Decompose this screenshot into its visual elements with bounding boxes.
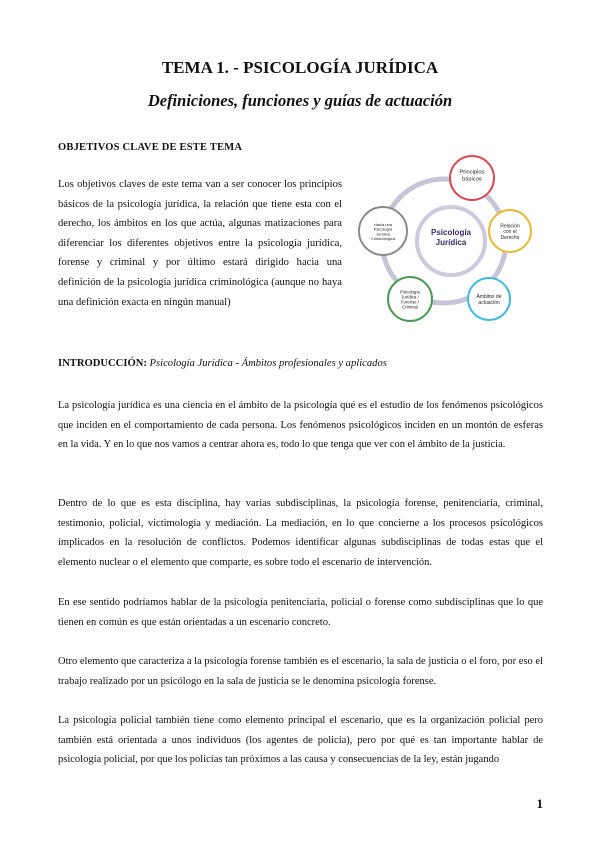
diagram-node-ambitos bbox=[468, 278, 510, 320]
paragraph-4: Otro elemento que caracteriza a la psicología forense también es el escenario, la sala de justicia o el foro, por eso el trabajo realizado por un psicólogo en la sala de justicia se le denomina psicología forense. bbox=[58, 656, 543, 687]
page-title: TEMA 1. - PSICOLOGÍA JURÍDICA bbox=[161, 58, 439, 77]
paragraph-2: Dentro de lo que es esta disciplina, hay varias subdisciplinas, la psicología forense, penitenciaria, criminal, testimonio, policial, victimología y mediación. La mediación, en lo que concierne a los procesos psicológicos implicados en la resolución de conflictos. Podemos identificar algunas subdisciplinas de todas estas que el elemento nuclear o el elemento que comparte, es sobre todo el escenario de intervención. bbox=[58, 498, 543, 568]
objectives-text: Los objetivos claves de este tema van a ser conocer los principios básicos de la psicología jurídica, la relación que tiene esta con el derecho, los ámbitos en los que actúa, algunas matizaciones para diferenciar los diferentes objetivos entre la psicología jurídica, forense y criminal y por último estará dirigido hacia una definición de la psicología jurídica criminológica (aunque no haya una definición exacta en ningún manual) bbox=[58, 179, 342, 308]
node-label: Psicología Jurídica / Forense / Criminal bbox=[400, 289, 420, 310]
node-label: Principios básicos bbox=[459, 169, 485, 183]
page-number: 1 bbox=[536, 796, 543, 811]
diagram-node-relacion bbox=[489, 210, 531, 252]
page-subtitle: Definiciones, funciones y guías de actuación bbox=[147, 91, 453, 110]
node-label: Ámbitos de actuación bbox=[476, 294, 502, 306]
intro-heading bbox=[58, 358, 387, 369]
objectives-heading: OBJETIVOS CLAVE DE ESTE TEMA bbox=[58, 142, 243, 153]
diagram-node-criminologica bbox=[359, 207, 407, 255]
diagram-node-forense bbox=[388, 277, 432, 321]
paragraph-3: En ese sentido podríamos hablar de la psicología penitenciaria, policial o forense como subdisciplinas que lo que tienen en común es que están orientadas a un escenario concreto. bbox=[58, 597, 543, 628]
intro-label: INTRODUCCIÓN: bbox=[58, 358, 147, 369]
intro-subtitle: Psicología Jurídica - Ámbitos profesionales y aplicados bbox=[149, 358, 387, 369]
diagram-node-principios bbox=[450, 156, 494, 200]
paragraph-1: La psicología jurídica es una ciencia en el ámbito de la psicología qué es el estudio de los fenómenos psicológicos que inciden en el comportamiento de cada persona. Los fenómenos psicológicos inciden en un montón de esferas en la vida. Y en lo que nos vamos a centrar ahora es, todo lo que tenga que ver con el ámbito de la justicia. bbox=[58, 400, 543, 450]
node-label: Relación con el Derecho bbox=[500, 223, 520, 241]
concept-diagram bbox=[355, 153, 533, 323]
node-label: Hacia una Psicología Jurídica Criminológica bbox=[370, 222, 396, 241]
paragraph-5: La psicología policial también tiene como elemento principal el escenario, que es la organización policial pero también está orientada a unos individuos (los agentes de policía), pero por qué es tan importante hablar de psicología policial, por que los policías tan próximos a las causa y consecuencias de la ley, están jugando bbox=[58, 715, 543, 765]
diagram-center-label: Psicología Jurídica bbox=[430, 228, 472, 247]
